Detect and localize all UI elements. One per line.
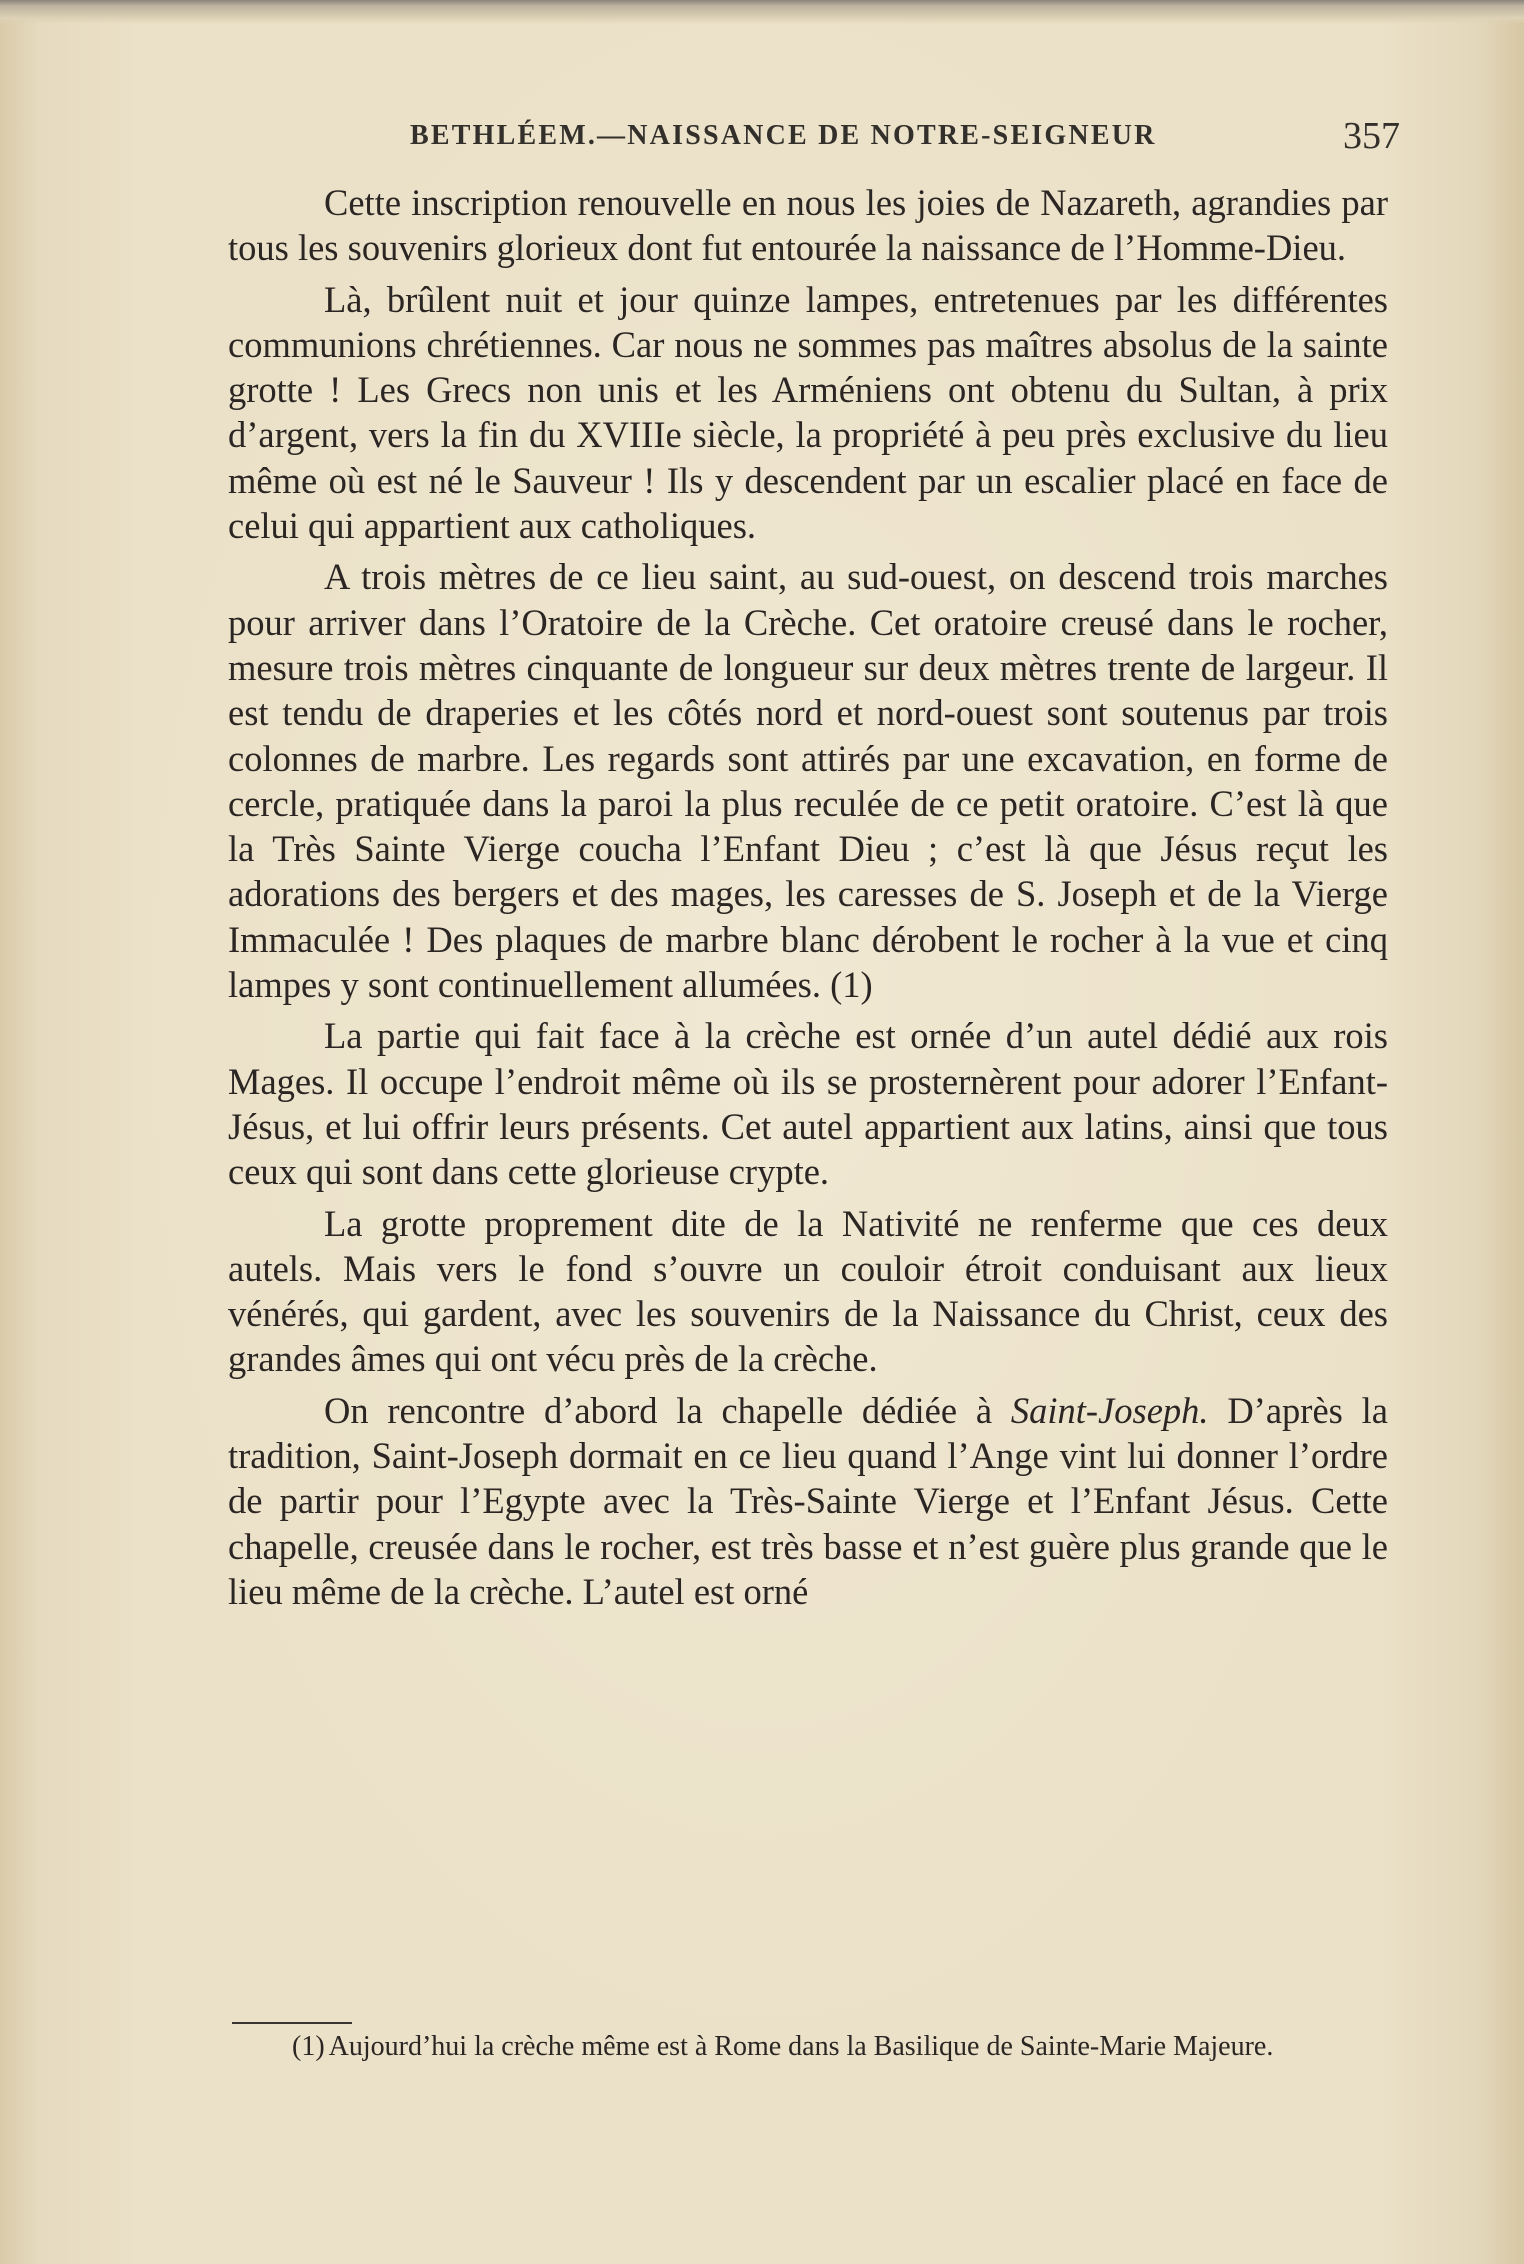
footnote-marker: (1) (292, 2031, 325, 2062)
page-header (410, 112, 1400, 162)
page-top-edge (0, 0, 1524, 24)
paragraph-6-italic: Saint-Joseph. (1010, 1389, 1209, 1431)
footnote-divider (232, 2022, 352, 2024)
paragraph-6 (228, 1388, 1388, 1614)
paragraph-6-start: On rencontre d’abord la chapelle dédiée à (324, 1389, 1011, 1431)
paragraph-5: La grotte proprement dite de la Nativité ne renferme que ces deux autels. Mais vers le fond s’ouvre un couloir étroit conduisant aux lieux vénérés, qui gardent, avec les souvenirs de la Naissance du Christ, ceux des grandes âmes qui ont vécu près de la crèche. (228, 1202, 1388, 1380)
paragraph-6-end: D’après la tradition, Saint-Joseph dormait en ce lieu quand l’Ange vint lui donner l’ordre de partir pour l’Egypte avec la Très-Sainte Vierge et l’Enfant Jésus. Cette chapelle, creusée dans le rocher, est très basse et n’est guère plus grande que le lieu même de la crèche. L’autel est orné (228, 1389, 1388, 1612)
paragraph-3: A trois mètres de ce lieu saint, au sud-ouest, on descend trois marches pour arriver dans l’Oratoire de la Crèche. Cet oratoire creusé dans le rocher, mesure trois mètres cinquante de longueur sur deux mètres trente de largeur. Il est tendu de draperies et les côtés nord et nord-ouest sont soutenus par trois colonnes de marbre. Les regards sont attirés par une excavation, en forme de cercle, pratiquée dans la paroi la plus reculée de ce petit oratoire. C’est là que la Très Sainte Vierge coucha l’Enfant Dieu ; c’est là que Jésus reçut les adorations des bergers et des mages, les caresses de S. Joseph et de la Vierge Immaculée ! Des plaques de marbre blanc dérobent le rocher à la vue et cinq lampes y sont continuellement allumées. (1) (228, 556, 1388, 1006)
page-number: 357 (1343, 115, 1400, 157)
body-text (228, 180, 1388, 1620)
footnote (228, 2032, 1388, 2062)
paragraph-2: Là, brûlent nuit et jour quinze lampes, entretenues par les différentes communions chrétiennes. Car nous ne sommes pas maîtres absolus de la sainte grotte ! Les Grecs non unis et les Arméniens ont obtenu du Sultan, à prix d’argent, vers la fin du XVIIIe siècle, la propriété à peu près exclusive du lieu même où est né le Sauveur ! Ils y descendent par un escalier placé en face de celui qui appartient aux catholiques. (228, 278, 1388, 547)
paragraph-4: La partie qui fait face à la crèche est ornée d’un autel dédié aux rois Mages. Il occupe l’endroit même où ils se prosternèrent pour adorer l’Enfant-Jésus, et lui offrir leurs présents. Cet autel appartient aux latins, ainsi que tous ceux qui sont dans cette glorieuse crypte. (228, 1015, 1388, 1193)
paragraph-1: Cette inscription renouvelle en nous les joies de Nazareth, agrandies par tous les souvenirs glorieux dont fut entourée la naissance de l’Homme-Dieu. (228, 182, 1388, 269)
footnote-text: Aujourd’hui la crèche même est à Rome dans la Basilique de Sainte-Marie Majeure. (328, 2031, 1274, 2062)
running-title: BETHLÉEM.—NAISSANCE DE NOTRE-SEIGNEUR (410, 120, 1157, 151)
